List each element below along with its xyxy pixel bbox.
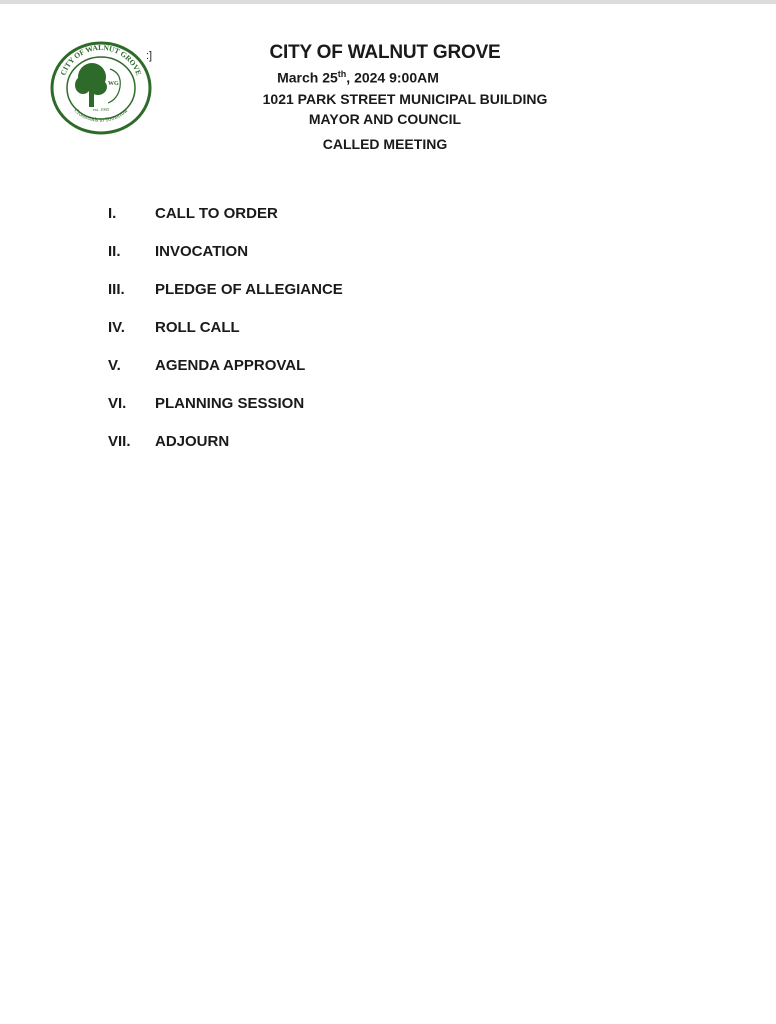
svg-text:WG: WG bbox=[108, 81, 119, 87]
agenda-item-number: IV. bbox=[108, 319, 125, 336]
agenda-item-label: ADJOURN bbox=[155, 433, 230, 450]
agenda-item-label: INVOCATION bbox=[155, 243, 249, 260]
agenda-item-number: II. bbox=[108, 243, 121, 260]
svg-text:est. 1905: est. 1905 bbox=[92, 107, 110, 112]
agenda-item-label: CALL TO ORDER bbox=[155, 205, 278, 222]
svg-text:Crossroads to Tomorrow: Crossroads to Tomorrow bbox=[72, 108, 130, 124]
meeting-type: CALLED MEETING bbox=[322, 136, 448, 152]
agenda-item-number: VII. bbox=[108, 433, 131, 450]
svg-text:CITY OF WALNUT GROVE: CITY OF WALNUT GROVE bbox=[58, 42, 144, 77]
agenda-item-label: PLANNING SESSION bbox=[155, 395, 305, 412]
agenda-item-label: PLEDGE OF ALLEGIANCE bbox=[155, 281, 343, 298]
agenda-item-number: VI. bbox=[108, 395, 127, 412]
seal-mark: :] bbox=[146, 50, 153, 62]
agenda-item-label: AGENDA APPROVAL bbox=[155, 357, 306, 374]
governing-body: MAYOR AND COUNCIL bbox=[308, 111, 462, 127]
agenda-item-number: III. bbox=[108, 281, 125, 298]
city-seal-logo bbox=[50, 41, 152, 135]
city-title: CITY OF WALNUT GROVE bbox=[269, 42, 501, 63]
meeting-date: March 25th, 2024 9:00AM bbox=[277, 69, 439, 86]
agenda-item-number: I. bbox=[108, 205, 117, 222]
meeting-address: 1021 PARK STREET MUNICIPAL BUILDING bbox=[262, 91, 548, 107]
scan-edge bbox=[0, 0, 776, 4]
agenda-item-label: ROLL CALL bbox=[155, 319, 240, 336]
agenda-item-number: V. bbox=[108, 357, 121, 374]
